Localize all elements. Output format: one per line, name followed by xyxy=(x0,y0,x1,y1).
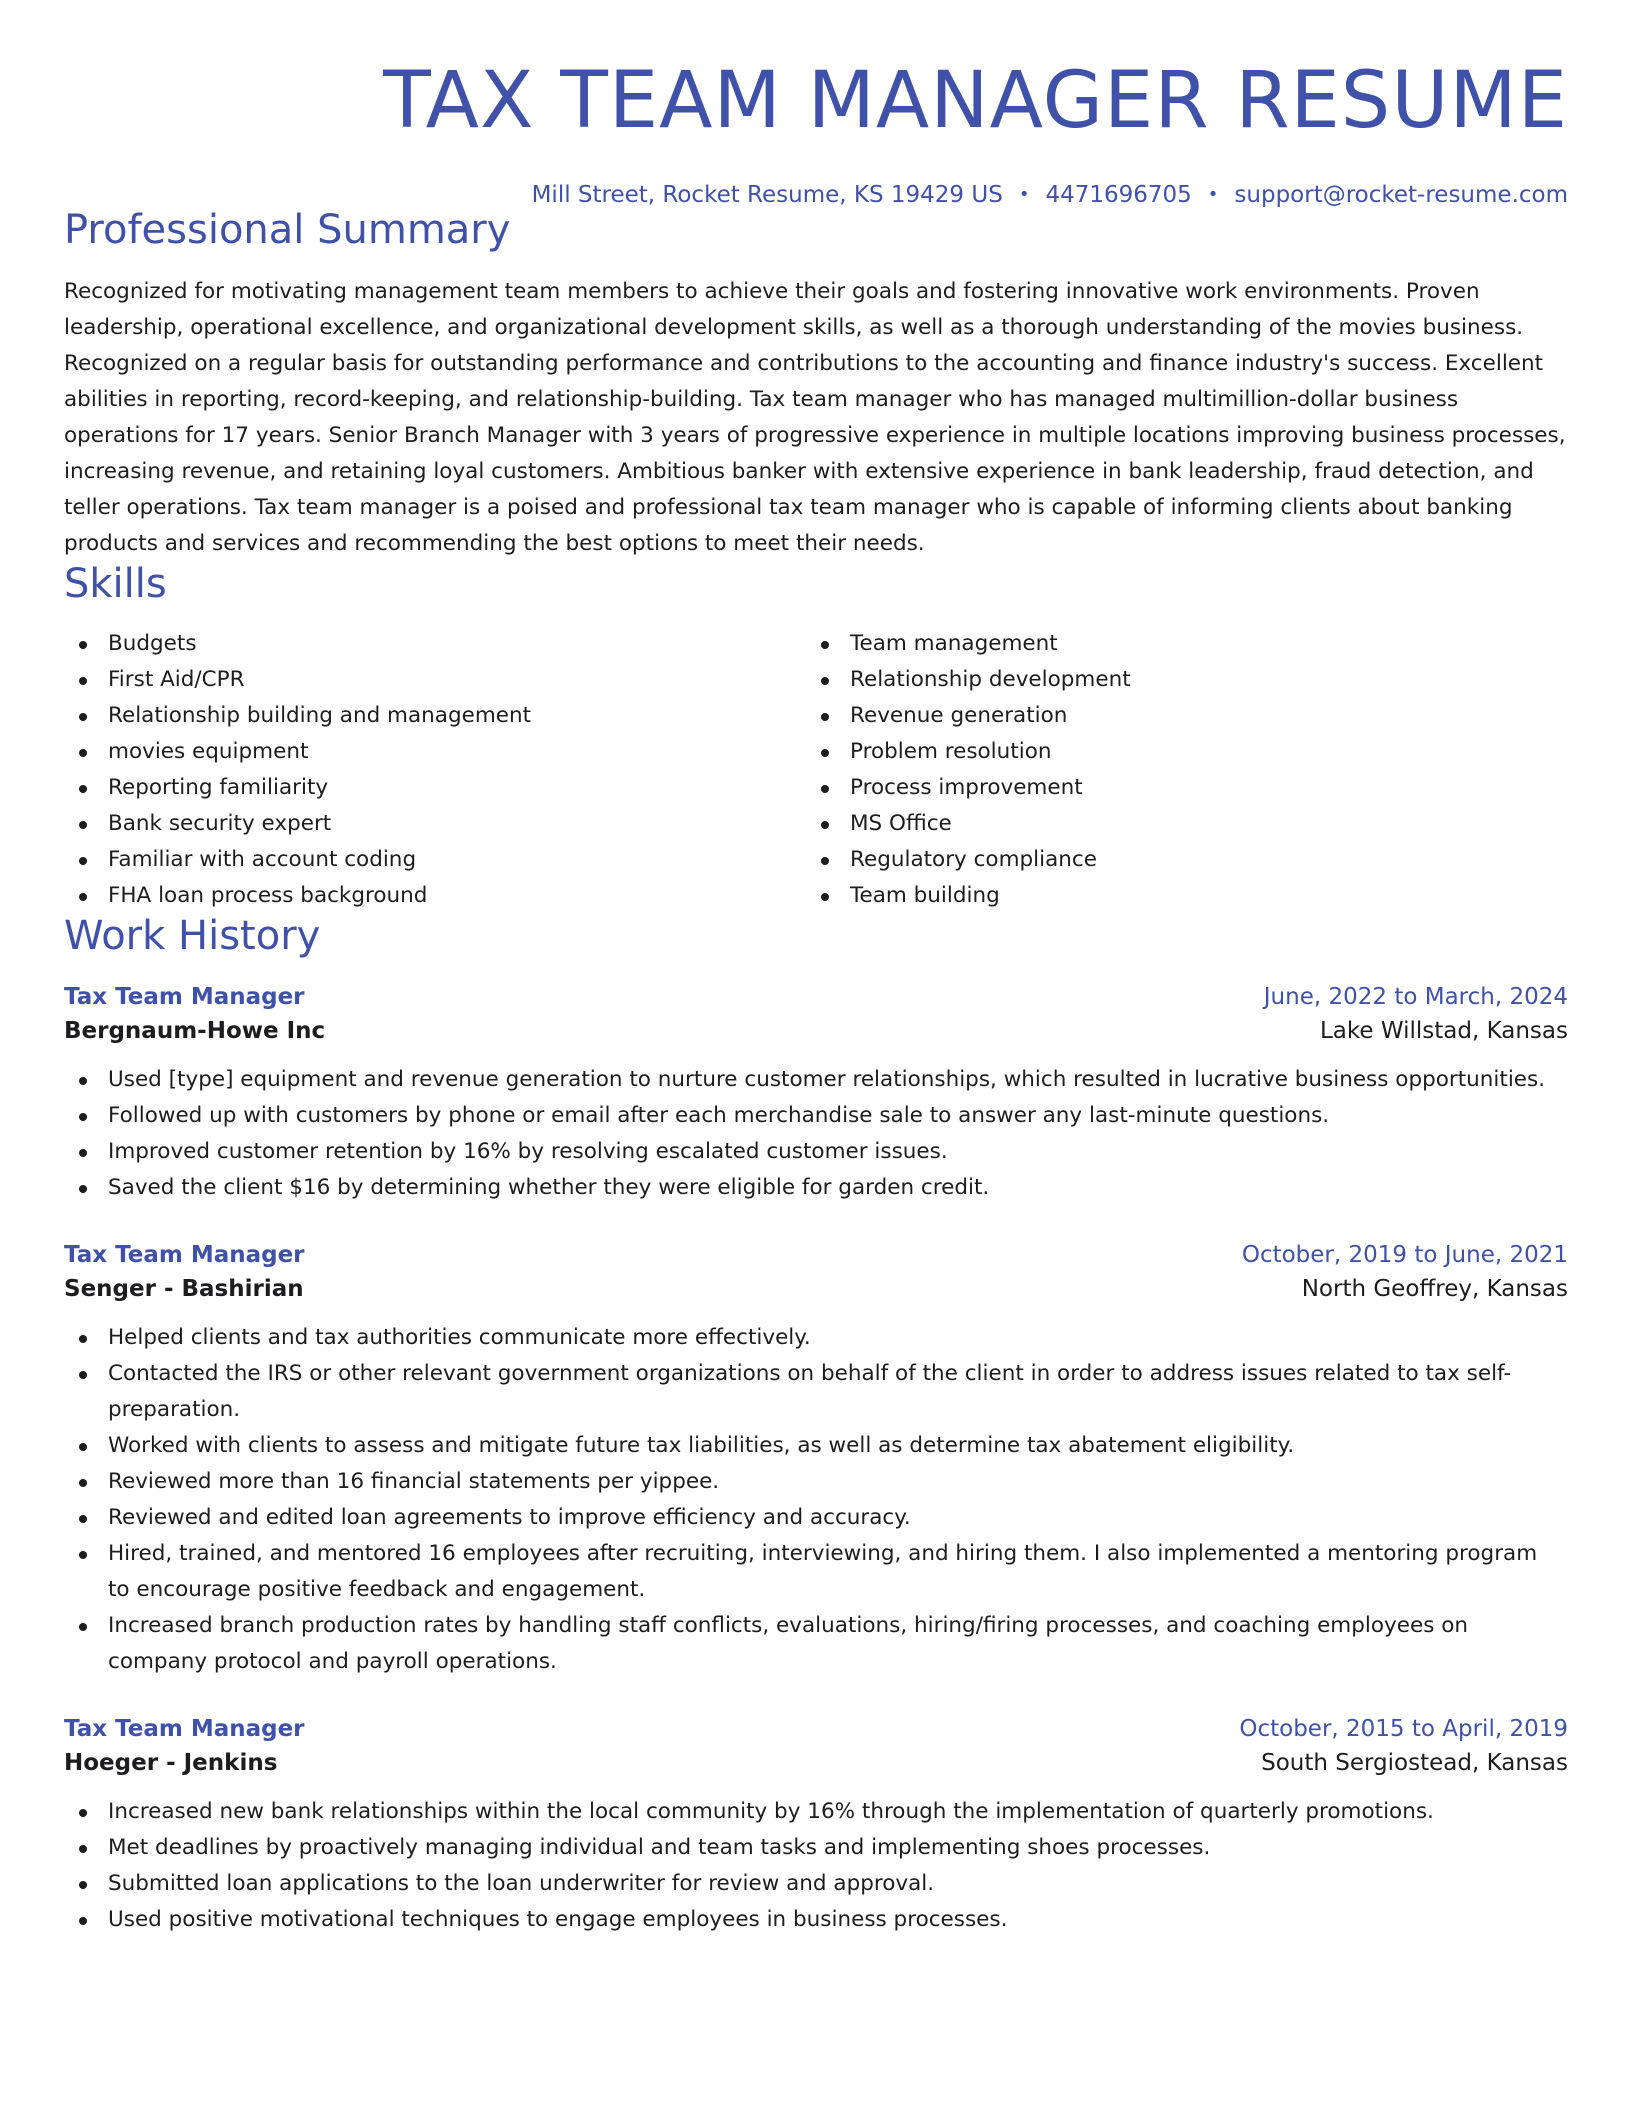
job-bullet: Improved customer retention by 16% by resolving escalated customer issues. xyxy=(64,1134,1568,1170)
contact-phone: 4471696705 xyxy=(1045,182,1192,208)
job-bullet: Hired, trained, and mentored 16 employees after recruiting, interviewing, and hiring them. I also implemented a mentoring program to encourage positive feedback and engagement. xyxy=(64,1536,1568,1608)
skill-item: Familiar with account coding xyxy=(64,842,806,878)
job-bullet: Helped clients and tax authorities communicate more effectively. xyxy=(64,1320,1568,1356)
summary-heading: Professional Summary xyxy=(64,207,511,253)
job-entry xyxy=(64,984,1568,1206)
job-bullet: Increased new bank relationships within the local community by 16% through the implementation of quarterly promotions. xyxy=(64,1794,1568,1830)
contact-address: Mill Street, Rocket Resume, KS 19429 US xyxy=(531,182,1003,208)
skill-item: FHA loan process background xyxy=(64,878,806,914)
skill-item: Relationship development xyxy=(806,662,1548,698)
job-bullets xyxy=(64,1320,1568,1680)
skill-item: Budgets xyxy=(64,626,806,662)
work-history-heading: Work History xyxy=(64,913,321,959)
contact-email[interactable]: support@rocket-resume.com xyxy=(1234,182,1568,208)
job-dates: October, 2015 to April, 2019 xyxy=(1239,1716,1568,1742)
skill-item: Regulatory compliance xyxy=(806,842,1548,878)
contact-separator: • xyxy=(1018,184,1030,205)
job-bullets xyxy=(64,1062,1568,1206)
skill-item: Bank security expert xyxy=(64,806,806,842)
skills-column-right xyxy=(806,626,1548,914)
skill-item: Team building xyxy=(806,878,1548,914)
job-entry xyxy=(64,1716,1568,1938)
job-company: Hoeger - Jenkins xyxy=(64,1750,278,1776)
skills-column-left xyxy=(64,626,806,914)
skill-item: Team management xyxy=(806,626,1548,662)
contact-separator: • xyxy=(1207,184,1219,205)
job-header xyxy=(64,984,1568,1010)
job-bullet: Submitted loan applications to the loan underwriter for review and approval. xyxy=(64,1866,1568,1902)
job-entry xyxy=(64,1242,1568,1680)
job-title: Tax Team Manager xyxy=(64,1242,305,1268)
job-bullet: Reviewed more than 16 financial statements per yippee. xyxy=(64,1464,1568,1500)
skills-list xyxy=(64,626,1568,914)
skill-item: Relationship building and management xyxy=(64,698,806,734)
job-bullet: Increased branch production rates by handling staff conflicts, evaluations, hiring/firing processes, and coaching employees on company protocol and payroll operations. xyxy=(64,1608,1568,1680)
job-header xyxy=(64,1242,1568,1268)
job-location: Lake Willstad, Kansas xyxy=(1319,1018,1568,1044)
job-bullet: Contacted the IRS or other relevant government organizations on behalf of the client in order to address issues related to tax self-preparation. xyxy=(64,1356,1568,1428)
skill-item: Problem resolution xyxy=(806,734,1548,770)
resume-title: TAX TEAM MANAGER RESUME xyxy=(383,56,1568,146)
job-location: North Geoffrey, Kansas xyxy=(1301,1276,1568,1302)
skill-item: MS Office xyxy=(806,806,1548,842)
job-location: South Sergiostead, Kansas xyxy=(1261,1750,1568,1776)
summary-text: Recognized for motivating management team members to achieve their goals and fostering innovative work environments. Proven leadership, operational excellence, and organizational development skills, as well as a thorough understanding of the movies business. Recognized on a regular basis for outstanding performance and contributions to the accounting and finance industry's success. Excellent abilities in reporting, record-keeping, and relationship-building. Tax team manager who has managed multimillion-dollar business operations for 17 years. Senior Branch Manager with 3 years of progressive experience in multiple locations improving business processes, increasing revenue, and retaining loyal customers. Ambitious banker with extensive experience in bank leadership, fraud detection, and teller operations. Tax team manager is a poised and professional tax team manager who is capable of informing clients about banking products and services and recommending the best options to meet their needs. xyxy=(64,279,1566,556)
skills-heading: Skills xyxy=(64,561,167,607)
job-company: Senger - Bashirian xyxy=(64,1276,304,1302)
job-bullet: Followed up with customers by phone or email after each merchandise sale to answer any last-minute questions. xyxy=(64,1098,1568,1134)
job-bullet: Reviewed and edited loan agreements to improve efficiency and accuracy. xyxy=(64,1500,1568,1536)
job-header xyxy=(64,1716,1568,1742)
job-bullet: Used [type] equipment and revenue generation to nurture customer relationships, which resulted in lucrative business opportunities. xyxy=(64,1062,1568,1098)
skill-item: Revenue generation xyxy=(806,698,1548,734)
job-bullet: Saved the client $16 by determining whether they were eligible for garden credit. xyxy=(64,1170,1568,1206)
job-subheader xyxy=(64,1018,1568,1044)
contact-line xyxy=(64,182,1568,208)
skill-item: Reporting familiarity xyxy=(64,770,806,806)
skill-item: movies equipment xyxy=(64,734,806,770)
job-company: Bergnaum-Howe Inc xyxy=(64,1018,326,1044)
job-title: Tax Team Manager xyxy=(64,1716,305,1742)
skill-item: Process improvement xyxy=(806,770,1548,806)
job-dates: October, 2019 to June, 2021 xyxy=(1241,1242,1568,1268)
job-bullet: Used positive motivational techniques to engage employees in business processes. xyxy=(64,1902,1568,1938)
job-bullets xyxy=(64,1794,1568,1938)
skill-item: First Aid/CPR xyxy=(64,662,806,698)
job-bullet: Met deadlines by proactively managing individual and team tasks and implementing shoes processes. xyxy=(64,1830,1568,1866)
job-bullet: Worked with clients to assess and mitigate future tax liabilities, as well as determine tax abatement eligibility. xyxy=(64,1428,1568,1464)
job-subheader xyxy=(64,1276,1568,1302)
job-title: Tax Team Manager xyxy=(64,984,305,1010)
job-dates: June, 2022 to March, 2024 xyxy=(1263,984,1568,1010)
job-subheader xyxy=(64,1750,1568,1776)
